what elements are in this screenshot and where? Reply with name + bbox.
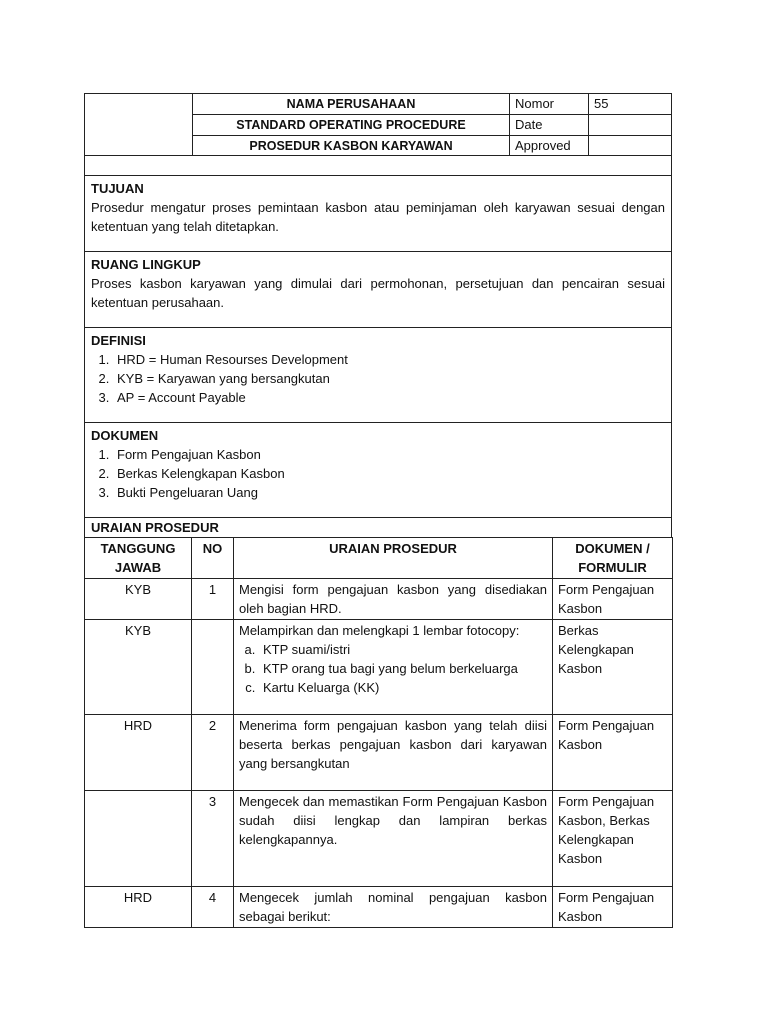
ruang-lingkup-text: Proses kasbon karyawan yang dimulai dari permohonan, persetujuan dan pencairan sesuai ketentuan perusahaan.	[91, 276, 665, 310]
list-item: c. Kartu Keluarga (KK)	[259, 678, 547, 697]
list-item: 1. Form Pengajuan Kasbon	[113, 445, 665, 464]
list-item: 2. KYB = Karyawan yang bersangkutan	[113, 369, 665, 388]
table-row	[85, 887, 673, 928]
section-ruang-lingkup	[84, 251, 672, 327]
sop-document	[84, 93, 672, 928]
col-no: NO	[192, 538, 234, 579]
table-header-row	[85, 538, 673, 579]
section-dokumen	[84, 422, 672, 517]
cell-no: 3	[192, 791, 234, 887]
meta-value-date	[589, 115, 671, 136]
cell-no: 4	[192, 887, 234, 928]
table-row	[85, 620, 673, 715]
cell-doc: Form Pengajuan Kasbon	[553, 715, 673, 791]
cell-doc: Form Pengajuan Kasbon	[553, 887, 673, 928]
list-item: 2. Berkas Kelengkapan Kasbon	[113, 464, 665, 483]
sub-list	[239, 640, 547, 697]
meta-key-nomor: Nomor	[510, 94, 588, 115]
definisi-heading: DEFINISI	[91, 333, 146, 348]
meta-value-approved	[589, 136, 671, 156]
list-item: b. KTP orang tua bagi yang belum berkeluarga	[259, 659, 547, 678]
list-item: a. KTP suami/istri	[259, 640, 547, 659]
meta-key-date: Date	[510, 115, 588, 136]
tujuan-heading: TUJUAN	[91, 181, 144, 196]
spacer-row	[84, 155, 672, 175]
sop-label: STANDARD OPERATING PROCEDURE	[193, 115, 509, 136]
header-meta	[510, 94, 671, 155]
dokumen-heading: DOKUMEN	[91, 428, 159, 443]
cell-no	[192, 620, 234, 715]
meta-value-nomor: 55	[589, 94, 671, 115]
ruang-lingkup-heading: RUANG LINGKUP	[91, 257, 201, 272]
section-definisi	[84, 327, 672, 422]
procedure-table	[84, 537, 673, 928]
list-item: 3. Bukti Pengeluaran Uang	[113, 483, 665, 502]
section-tujuan	[84, 175, 672, 251]
col-uraian: URAIAN PROSEDUR	[234, 538, 553, 579]
document-header	[84, 93, 672, 155]
cell-text-with-sublist	[234, 620, 553, 715]
cell-no: 2	[192, 715, 234, 791]
meta-key-approved: Approved	[515, 138, 571, 153]
dokumen-list	[91, 445, 665, 502]
cell-pj: KYB	[85, 579, 192, 620]
definisi-list	[91, 350, 665, 407]
logo-area	[85, 94, 193, 155]
company-name: NAMA PERUSAHAAN	[193, 94, 509, 115]
cell-no: 1	[192, 579, 234, 620]
col-dokumen: DOKUMEN / FORMULIR	[553, 538, 673, 579]
col-tanggung-jawab: TANGGUNG JAWAB	[85, 538, 192, 579]
cell-text: Mengecek dan memastikan Form Pengajuan Kasbon sudah diisi lengkap dan lampiran berkas kelengkapannya.	[234, 791, 553, 887]
cell-pj	[85, 791, 192, 887]
cell-pj: KYB	[85, 620, 192, 715]
list-item: 3. AP = Account Payable	[113, 388, 665, 407]
header-titles	[193, 94, 510, 155]
cell-pj: HRD	[85, 715, 192, 791]
cell-text: Mengecek jumlah nominal pengajuan kasbon sebagai berikut:	[234, 887, 553, 928]
cell-text: Menerima form pengajuan kasbon yang telah diisi beserta berkas pengajuan kasbon dari karyawan yang bersangkutan	[234, 715, 553, 791]
cell-text: Mengisi form pengajuan kasbon yang disediakan oleh bagian HRD.	[234, 579, 553, 620]
table-row	[85, 579, 673, 620]
cell-doc: Form Pengajuan Kasbon, Berkas Kelengkapan Kasbon	[553, 791, 673, 887]
document-title: PROSEDUR KASBON KARYAWAN	[249, 139, 453, 153]
cell-pj: HRD	[85, 887, 192, 928]
cell-doc: Berkas Kelengkapan Kasbon	[553, 620, 673, 715]
cell-doc: Form Pengajuan Kasbon	[553, 579, 673, 620]
uraian-caption: URAIAN PROSEDUR	[84, 517, 672, 537]
tujuan-text: Prosedur mengatur proses pemintaan kasbon atau peminjaman oleh karyawan sesuai dengan ketentuan yang telah ditetapkan.	[91, 200, 665, 234]
cell-text: Melampirkan dan melengkapi 1 lembar fotocopy:	[239, 623, 520, 638]
list-item: 1. HRD = Human Resourses Development	[113, 350, 665, 369]
table-row	[85, 791, 673, 887]
table-row	[85, 715, 673, 791]
